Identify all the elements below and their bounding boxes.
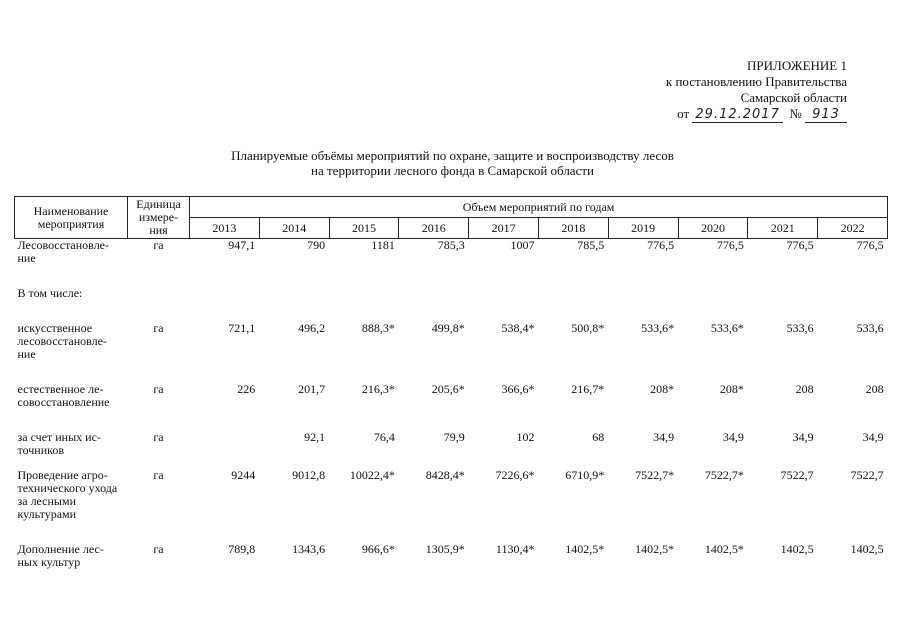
spacer-row: [15, 361, 888, 383]
row-value: 366,6*: [501, 382, 535, 396]
row-unit: га: [153, 468, 164, 482]
appendix-region-line: Самарской области: [740, 90, 847, 105]
row-value: 1181: [371, 238, 395, 252]
row-unit: га: [153, 321, 164, 335]
table-row: [15, 469, 888, 521]
row-value: 1402,5: [850, 542, 884, 556]
row-value: [818, 287, 888, 300]
row-value: [678, 287, 748, 300]
row-value: 538,4*: [501, 321, 535, 335]
row-value: 1402,5*: [635, 542, 675, 556]
row-value: 68: [592, 430, 605, 444]
row-value: 947,1: [228, 238, 256, 252]
row-value: 34,9: [862, 430, 884, 444]
row-name: Лесовосстановле-ние: [17, 238, 109, 265]
date-prefix: от: [677, 106, 690, 121]
row-value: 776,5: [856, 238, 884, 252]
row-value: 216,7*: [571, 382, 605, 396]
row-value: 1402,5*: [565, 542, 605, 556]
row-value: 208: [865, 382, 884, 396]
row-value: 533,6*: [710, 321, 744, 335]
header-unit: Единица измере-ния: [128, 197, 190, 239]
row-value: 76,4: [373, 430, 395, 444]
row-value: [538, 287, 608, 300]
header-year: 2022: [818, 218, 888, 239]
row-value: 1343,6: [292, 542, 326, 556]
row-value: [190, 287, 260, 300]
row-value: 205,6*: [431, 382, 465, 396]
row-value: 79,9: [443, 430, 465, 444]
row-value: 1007: [510, 238, 535, 252]
row-value: 8428,4*: [425, 468, 465, 482]
row-value: [469, 287, 539, 300]
table-row: [15, 287, 888, 300]
row-value: 785,5: [577, 238, 605, 252]
header-year: 2014: [259, 218, 329, 239]
row-value: 7522,7*: [635, 468, 675, 482]
row-unit: [128, 287, 190, 300]
row-value: 216,3*: [361, 382, 395, 396]
row-value: 6710,9*: [565, 468, 605, 482]
spacer-row: [15, 409, 888, 431]
row-value: 785,3: [437, 238, 465, 252]
row-value: 9244: [231, 468, 256, 482]
header-year: 2021: [748, 218, 818, 239]
row-value: [329, 287, 399, 300]
row-value: 7522,7: [850, 468, 884, 482]
row-value: [259, 287, 329, 300]
row-value: 34,9: [653, 430, 675, 444]
row-value: 92,1: [304, 430, 326, 444]
table-row: [15, 431, 888, 457]
row-value: 34,9: [722, 430, 744, 444]
document-title-line1: Планируемые объёмы мероприятий по охране, защите и воспроизводству лесов: [231, 148, 674, 163]
handwritten-date: 29.12.2017: [692, 108, 782, 123]
row-name: искусственное лесовосстановле-ние: [17, 321, 107, 361]
row-value: [608, 287, 678, 300]
row-value: 789,8: [228, 542, 256, 556]
row-name: Дополнение лес-ных культур: [17, 542, 104, 569]
header-year: 2017: [469, 218, 539, 239]
row-unit: га: [153, 542, 164, 556]
row-unit: га: [153, 430, 164, 444]
row-value: 776,5: [647, 238, 675, 252]
row-value: 533,6*: [641, 321, 675, 335]
row-value: 499,8*: [431, 321, 465, 335]
row-name: Проведение агро-технического ухода за лесными культурами: [17, 468, 118, 521]
header-year: 2013: [190, 218, 260, 239]
table-row: [15, 383, 888, 409]
row-value: 888,3*: [361, 321, 395, 335]
row-name: естественное ле-совосстановление: [17, 382, 110, 409]
row-unit: га: [153, 382, 164, 396]
header-year: 2020: [678, 218, 748, 239]
document-title: [0, 148, 905, 178]
spacer-row: [15, 300, 888, 322]
table-row: [15, 322, 888, 361]
appendix-title: ПРИЛОЖЕНИЕ 1: [747, 58, 847, 73]
row-value: 34,9: [792, 430, 814, 444]
number-prefix: №: [789, 106, 802, 121]
row-value: 208: [795, 382, 814, 396]
header-year: 2018: [538, 218, 608, 239]
table-row: [15, 239, 888, 266]
row-name: за счет иных ис-точников: [17, 430, 101, 457]
row-value: 208*: [719, 382, 744, 396]
row-value: 1130,4*: [495, 542, 535, 556]
row-value: 500,8*: [571, 321, 605, 335]
row-value: 533,6: [856, 321, 884, 335]
row-value: 966,6*: [361, 542, 395, 556]
spacer-row: [15, 265, 888, 287]
row-value: 7522,7*: [704, 468, 744, 482]
handwritten-number: 913: [805, 108, 847, 123]
header-name: Наименование мероприятия: [15, 197, 128, 239]
row-value: 776,5: [716, 238, 744, 252]
row-unit: га: [153, 238, 164, 252]
row-value: [190, 431, 260, 457]
row-value: 208*: [650, 382, 675, 396]
row-value: 201,7: [298, 382, 326, 396]
row-value: 776,5: [786, 238, 814, 252]
row-value: 790: [307, 238, 326, 252]
header-year: 2019: [608, 218, 678, 239]
row-value: 496,2: [298, 321, 326, 335]
row-value: 533,6: [786, 321, 814, 335]
row-value: 9012,8: [292, 468, 326, 482]
row-value: 1402,5*: [704, 542, 744, 556]
row-value: [399, 287, 469, 300]
header-year: 2016: [399, 218, 469, 239]
row-value: [748, 287, 818, 300]
header-year: 2015: [329, 218, 399, 239]
row-value: 7522,7: [780, 468, 814, 482]
appendix-date-row: [666, 106, 847, 123]
header-row-top: [15, 197, 888, 218]
table-row: [15, 543, 888, 569]
activities-table: [14, 196, 888, 569]
row-value: 7226,6*: [495, 468, 535, 482]
row-value: 1305,9*: [425, 542, 465, 556]
header-group: Объем мероприятий по годам: [190, 197, 888, 218]
row-value: 102: [516, 430, 535, 444]
row-value: 721,1: [228, 321, 256, 335]
appendix-header: [666, 58, 847, 123]
row-value: 1402,5: [780, 542, 814, 556]
spacer-row: [15, 521, 888, 543]
row-value: 10022,4*: [349, 468, 395, 482]
row-name: В том числе:: [17, 286, 83, 300]
appendix-resolution-line: к постановлению Правительства: [665, 74, 847, 89]
row-value: 226: [237, 382, 256, 396]
document-title-line2: на территории лесного фонда в Самарской области: [311, 163, 594, 178]
